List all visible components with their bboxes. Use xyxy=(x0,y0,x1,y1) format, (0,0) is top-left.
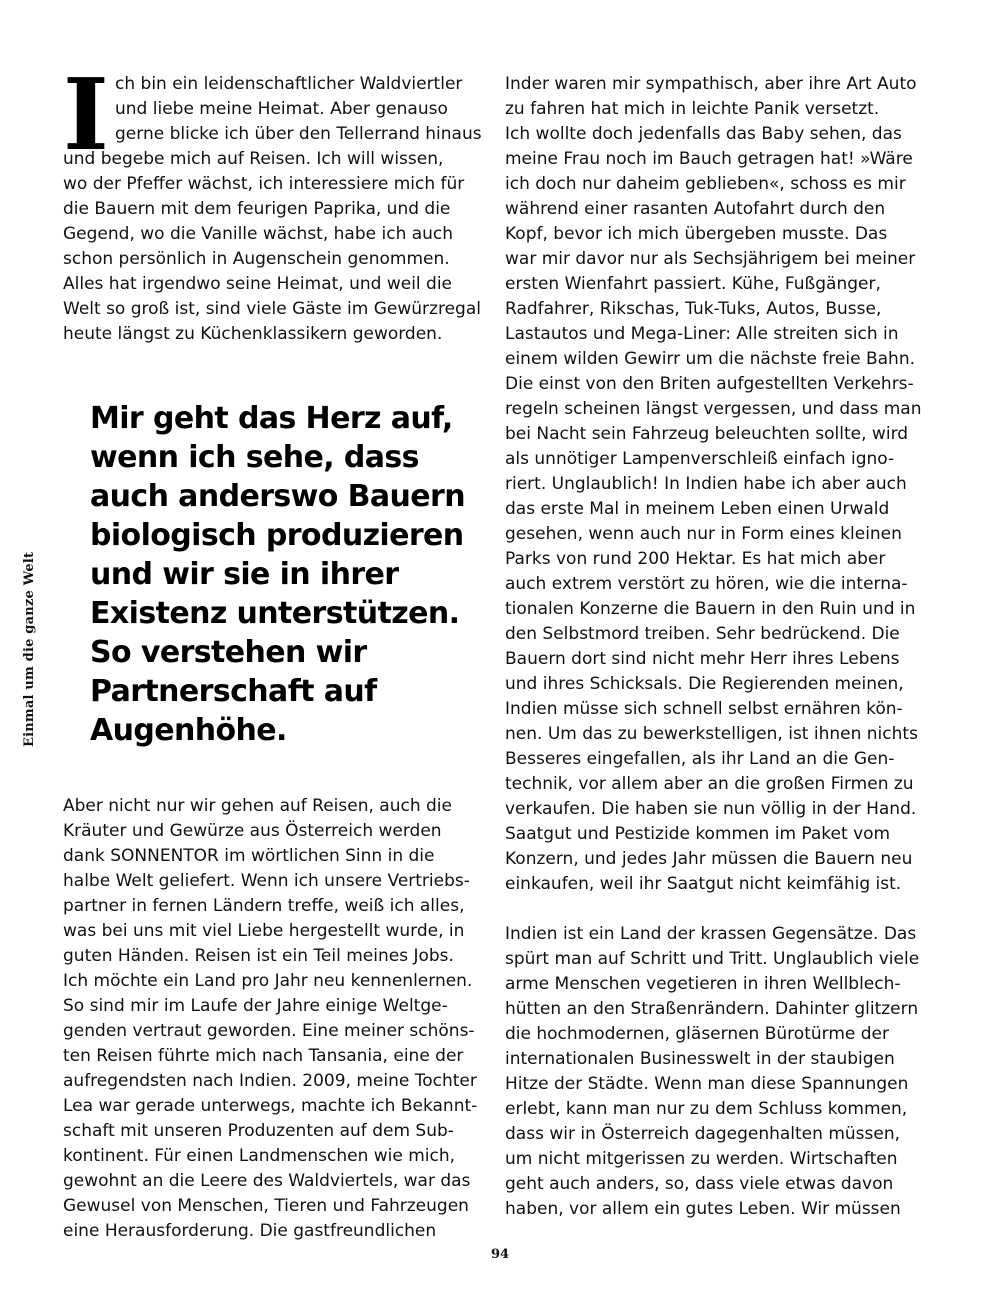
text-line: halbe Welt geliefert. Wenn ich unsere Vertriebs- xyxy=(63,871,470,891)
text-line: Gegend, wo die Vanille wächst, habe ich auch xyxy=(63,224,454,244)
text-line: Indien ist ein Land der krassen Gegensätze. Das xyxy=(505,924,917,944)
text-line: geht auch anders, so, dass viele etwas davon xyxy=(505,1174,894,1194)
quote-line: So verstehen wir xyxy=(90,635,367,670)
text-line: So sind mir im Laufe der Jahre einige Weltge- xyxy=(63,996,448,1016)
right-paragraph-1 xyxy=(505,72,927,897)
text-line: erlebt, kann man nur zu dem Schluss kommen, xyxy=(505,1099,908,1119)
text-line: den Selbstmord treiben. Sehr bedrückend. Die xyxy=(505,624,900,644)
text-line: die hochmodernen, gläsernen Bürotürme der xyxy=(505,1024,889,1044)
text-line: um nicht mitgerissen zu werden. Wirtschaften xyxy=(505,1149,898,1169)
text-line: und begebe mich auf Reisen. Ich will wissen, xyxy=(63,149,444,169)
text-line: aufregendsten nach Indien. 2009, meine Tochter xyxy=(63,1071,477,1091)
text-line: technik, vor allem aber an die großen Firmen zu xyxy=(505,774,914,794)
text-line: was bei uns mit viel Liebe hergestellt wurde, in xyxy=(63,921,465,941)
text-line: war mir davor nur als Sechsjährigem bei meiner xyxy=(505,249,916,269)
text-line: Saatgut und Pestizide kommen im Paket vom xyxy=(505,824,891,844)
text-line: Indien müsse sich schnell selbst ernähren kön- xyxy=(505,699,903,719)
quote-line: Augenhöhe. xyxy=(90,713,287,748)
pull-quote xyxy=(90,399,485,750)
text-line: zu fahren hat mich in leichte Panik versetzt. xyxy=(505,99,880,119)
text-line: internationalen Businesswelt in der staubigen xyxy=(505,1049,895,1069)
text-line: Hitze der Städte. Wenn man diese Spannungen xyxy=(505,1074,909,1094)
quote-line: auch anderswo Bauern xyxy=(90,479,465,514)
quote-line: und wir sie in ihrer xyxy=(90,557,399,592)
drop-cap: I xyxy=(63,58,109,173)
text-line: Aber nicht nur wir gehen auf Reisen, auch die xyxy=(63,796,452,816)
text-line: haben, vor allem ein gutes Leben. Wir müssen xyxy=(505,1199,901,1219)
text-line: Besseres eingefallen, als ihr Land an die Gen- xyxy=(505,749,895,769)
text-line: gesehen, wenn auch nur in Form eines kleinen xyxy=(505,524,902,544)
quote-line: wenn ich sehe, dass xyxy=(90,440,419,475)
text-line: ch bin ein leidenschaftlicher Waldviertler xyxy=(115,74,463,94)
text-line: einkaufen, weil ihr Saatgut nicht keimfähig ist. xyxy=(505,874,902,894)
text-line: heute längst zu Küchenklassikern geworden. xyxy=(63,324,443,344)
text-line: Die einst von den Briten aufgestellten Verkehrs- xyxy=(505,374,914,394)
text-line: ich doch nur daheim geblieben«, schoss es mir xyxy=(505,174,906,194)
text-line: einem wilden Gewirr um die nächste freie Bahn. xyxy=(505,349,915,369)
text-line: und ihres Schicksals. Die Regierenden meinen, xyxy=(505,674,904,694)
text-line: Alles hat irgendwo seine Heimat, und weil die xyxy=(63,274,453,294)
text-line: Lea war gerade unterwegs, machte ich Bekannt- xyxy=(63,1096,478,1116)
quote-line: Existenz unterstützen. xyxy=(90,596,460,631)
text-line: Radfahrer, Rikschas, Tuk-Tuks, Autos, Busse, xyxy=(505,299,882,319)
text-line: auch extrem verstört zu hören, wie die interna- xyxy=(505,574,908,594)
intro-paragraph xyxy=(63,58,485,347)
text-line: spürt man auf Schritt und Tritt. Unglaublich viele xyxy=(505,949,920,969)
left-body-paragraph xyxy=(63,794,485,1244)
text-line: gerne blicke ich über den Tellerrand hinaus xyxy=(115,124,482,144)
text-line: schaft mit unseren Produzenten auf dem Sub- xyxy=(63,1121,454,1141)
text-line: riert. Unglaublich! In Indien habe ich aber auch xyxy=(505,474,907,494)
text-line: Konzern, und jedes Jahr müssen die Bauern neu xyxy=(505,849,913,869)
text-line: partner in fernen Ländern treffe, weiß ich alles, xyxy=(63,896,465,916)
text-line: regeln scheinen längst vergessen, und dass man xyxy=(505,399,922,419)
text-line: Ich möchte ein Land pro Jahr neu kennenlernen. xyxy=(63,971,473,991)
right-column xyxy=(505,72,927,1222)
text-line: gewohnt an die Leere des Waldviertels, war das xyxy=(63,1171,471,1191)
text-line: schon persönlich in Augenschein genommen. xyxy=(63,249,450,269)
text-line: dank SONNENTOR im wörtlichen Sinn in die xyxy=(63,846,435,866)
text-line: arme Menschen vegetieren in ihren Wellblech- xyxy=(505,974,901,994)
paragraph-gap xyxy=(505,897,927,922)
text-line: wo der Pfeffer wächst, ich interessiere mich für xyxy=(63,174,465,194)
text-line: das erste Mal in meinem Leben einen Urwald xyxy=(505,499,890,519)
quote-line: Mir geht das Herz auf, xyxy=(90,401,453,436)
text-line: Ich wollte doch jedenfalls das Baby sehen, das xyxy=(505,124,902,144)
text-line: Welt so groß ist, sind viele Gäste im Gewürzregal xyxy=(63,299,481,319)
left-column xyxy=(63,58,485,1244)
text-line: ten Reisen führte mich nach Tansania, eine der xyxy=(63,1046,464,1066)
text-line: verkaufen. Die haben sie nun völlig in der Hand. xyxy=(505,799,917,819)
running-title: Einmal um die ganze Welt xyxy=(22,551,37,747)
page-number: 94 xyxy=(490,1247,510,1262)
text-line: bei Nacht sein Fahrzeug beleuchten sollte, wird xyxy=(505,424,909,444)
text-line: Bauern dort sind nicht mehr Herr ihres Lebens xyxy=(505,649,900,669)
text-line: während einer rasanten Autofahrt durch den xyxy=(505,199,886,219)
intro-text xyxy=(63,58,485,347)
text-line: Lastautos und Mega-Liner: Alle streiten sich in xyxy=(505,324,899,344)
text-line: genden vertraut geworden. Eine meiner schöns- xyxy=(63,1021,475,1041)
text-line: eine Herausforderung. Die gastfreundlichen xyxy=(63,1221,437,1241)
right-paragraph-2 xyxy=(505,922,927,1222)
text-line: hütten an den Straßenrändern. Dahinter glitzern xyxy=(505,999,919,1019)
text-line: und liebe meine Heimat. Aber genauso xyxy=(115,99,448,119)
text-line: als unnötiger Lampenverschleiß einfach igno- xyxy=(505,449,895,469)
text-line: guten Händen. Reisen ist ein Teil meines Jobs. xyxy=(63,946,454,966)
text-line: nen. Um das zu bewerkstelligen, ist ihnen nichts xyxy=(505,724,918,744)
text-line: die Bauern mit dem feurigen Paprika, und die xyxy=(63,199,451,219)
quote-line: biologisch produzieren xyxy=(90,518,464,553)
text-line: tionalen Konzerne die Bauern in den Ruin und in xyxy=(505,599,916,619)
text-line: kontinent. Für einen Landmenschen wie mich, xyxy=(63,1146,456,1166)
text-line: dass wir in Österreich dagegenhalten müssen, xyxy=(505,1124,901,1144)
text-line: meine Frau noch im Bauch getragen hat! »Wäre xyxy=(505,149,913,169)
text-line: ersten Wienfahrt passiert. Kühe, Fußgänger, xyxy=(505,274,881,294)
quote-line: Partnerschaft auf xyxy=(90,674,377,709)
text-line: Kräuter und Gewürze aus Österreich werden xyxy=(63,821,442,841)
text-line: Gewusel von Menschen, Tieren und Fahrzeugen xyxy=(63,1196,469,1216)
text-line: Inder waren mir sympathisch, aber ihre Art Auto xyxy=(505,74,917,94)
text-line: Parks von rund 200 Hektar. Es hat mich aber xyxy=(505,549,886,569)
text-line: Kopf, bevor ich mich übergeben musste. Das xyxy=(505,224,888,244)
